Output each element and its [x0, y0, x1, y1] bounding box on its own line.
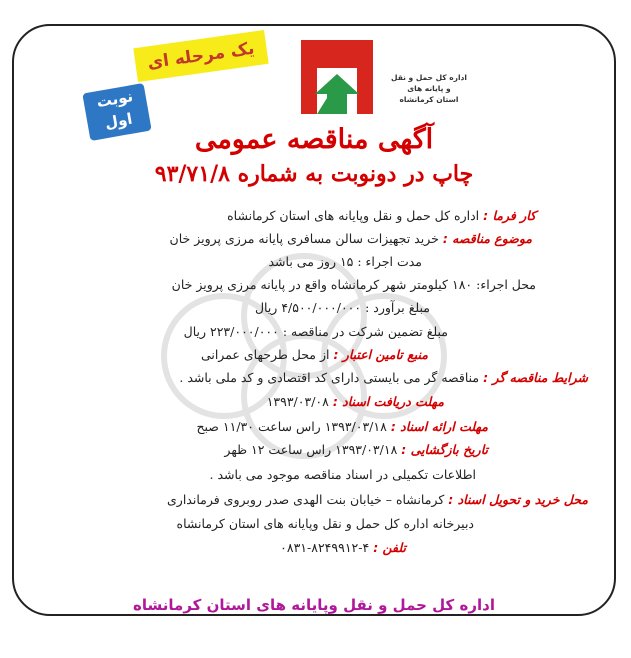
row-text: ۱۳۹۳/۰۳/۱۸ راس ساعت ۱۲ ظهر	[224, 442, 402, 457]
row-label: تاریخ بازگشایی :	[401, 442, 488, 457]
row-location	[172, 277, 536, 292]
row-secretariat	[177, 516, 474, 531]
row-text: ۱۳۹۳/۰۳/۱۸ راس ساعت ۱۱/۳۰ صبح	[196, 419, 391, 434]
row-text: ۴-۸۲۴۹۹۱۲-۰۸۳۱	[280, 540, 374, 555]
row-employer	[227, 208, 536, 223]
advertisement	[4, 6, 624, 646]
row-label: موضوع مناقصه :	[442, 231, 532, 246]
row-text: مبلغ تضمین شرکت در مناقصه : ۲۲۳/۰۰۰/۰۰۰ ریال	[183, 324, 448, 339]
round-badge-line2: اول	[103, 109, 134, 133]
row-opening-date	[224, 442, 488, 457]
row-duration	[268, 254, 422, 269]
row-label: کار فرما :	[483, 208, 536, 223]
row-label: مهلت ارائه اسناد :	[390, 419, 488, 434]
org-name-small	[376, 72, 482, 105]
stage-badge: یک مرحله ای	[133, 30, 268, 82]
org-small-line2: و پایانه های	[407, 84, 451, 93]
row-text: اداره کل حمل و نقل وپایانه های استان کرمانشاه	[227, 208, 484, 223]
row-purchase-place	[167, 492, 588, 507]
row-receive-deadline	[267, 394, 444, 409]
row-text: اطلاعات تکمیلی در اسناد مناقصه موجود می باشد .	[209, 467, 476, 482]
row-text: کرمانشاه – خیابان بنت الهدی صدر روبروی فرمانداری	[167, 492, 449, 507]
row-text: خرید تجهیزات سالن مسافری پایانه مرزی پرویز خان	[169, 231, 443, 246]
row-funding	[201, 347, 428, 362]
row-submit-deadline	[196, 419, 488, 434]
row-text: از محل طرحهای عمرانی	[200, 347, 334, 362]
ad-subtitle: چاپ در دونوبت به شماره ۹۳/۷۱/۸	[154, 161, 474, 187]
row-text: مبلغ برآورد : ۴/۵۰۰/۰۰۰/۰۰۰ ریال	[254, 300, 430, 315]
round-badge-line1: نوبت	[95, 87, 135, 112]
row-label: شرایط مناقصه گر :	[483, 370, 588, 385]
row-guarantee	[184, 324, 448, 339]
org-small-line3: استان کرمانشاه	[399, 95, 459, 104]
row-text: مدت اجراء : ۱۵ روز می باشد	[268, 254, 422, 269]
row-text: ۱۳۹۳/۰۳/۰۸	[266, 394, 333, 409]
row-label: تلفن :	[373, 540, 406, 555]
row-text: محل اجراء: ۱۸۰ کیلومتر شهر کرمانشاه واقع در پایانه مرزی پرویز خان	[171, 277, 536, 292]
row-more-info	[210, 467, 476, 482]
transport-org-logo	[287, 28, 387, 128]
row-label: مهلت دریافت اسناد :	[332, 394, 444, 409]
row-estimate	[255, 300, 430, 315]
footer-org-name: اداره کل حمل و نقل وپایانه های استان کرمانشاه	[64, 596, 564, 614]
row-conditions	[179, 370, 588, 385]
org-small-line1: اداره کل حمل و نقل	[391, 73, 467, 82]
row-phone	[280, 540, 406, 555]
row-label: محل خرید و تحویل اسناد :	[448, 492, 588, 507]
row-text: مناقصه گر می بایستی دارای کد اقتصادی و کد ملی باشد .	[179, 370, 484, 385]
ad-title: آگهی مناقصه عمومی	[194, 124, 434, 155]
row-text: دبیرخانه اداره کل حمل و نقل وپایانه های استان کرمانشاه	[176, 516, 474, 531]
row-label: منبع تامین اعتبار :	[333, 347, 428, 362]
row-subject	[170, 231, 532, 246]
